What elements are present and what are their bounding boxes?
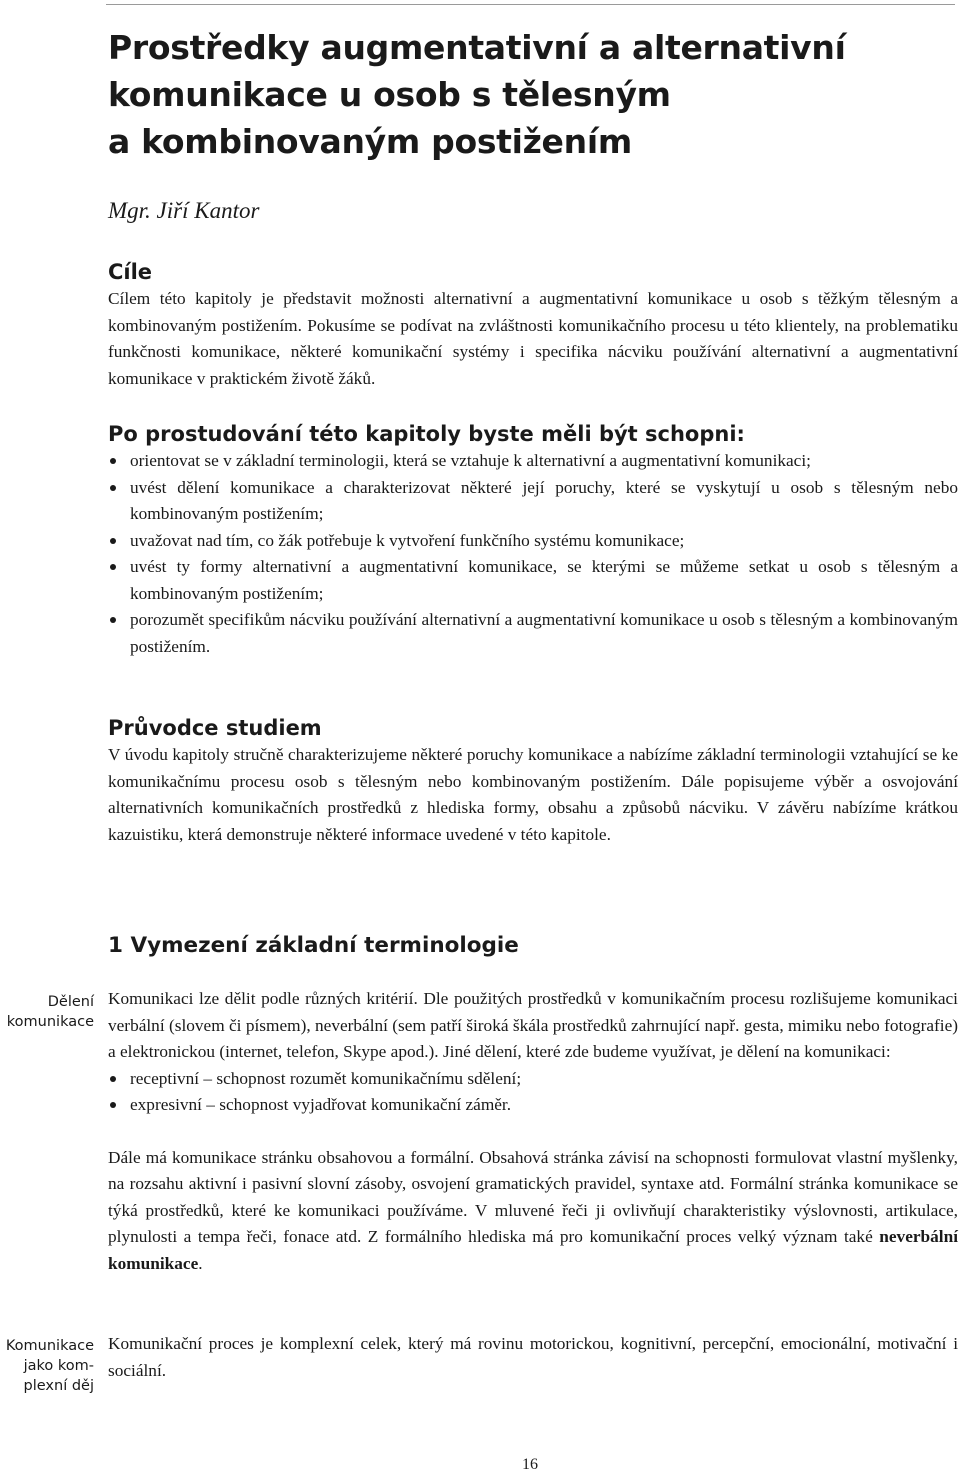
margin-note-complex: [0, 1336, 94, 1396]
margin-note-line: jako kom-: [23, 1358, 94, 1374]
study-guide-text: V úvodu kapitoly stručně charakterizujeme některé poruchy komunikace a nabízíme základní terminologii vztahující se ke komunikačnímu procesu osob s tělesným nebo kombinovaným postižením. Dále popisujeme výběr a osvojování alternativních komunikačních prostředků z hlediska formy, obsahu a způsobů nácviku. V závěru nabízíme krátkou kazuistiku, která demonstruje některé informace uvedené v této kapitole.: [108, 745, 958, 844]
list-item: uvést dělení komunikace a charakterizovat některé její poruchy, které se vyskytují u osob s tělesným nebo kombinovaným postižením;: [108, 475, 958, 528]
list-item: orientovat se v základní terminologii, která se vztahuje k alternativní a augmentativní komunikaci;: [108, 448, 958, 475]
outcomes-list: [108, 448, 958, 660]
outcomes-heading: Po prostudování této kapitoly byste měli být schopni:: [108, 422, 745, 446]
section1-body: [108, 986, 958, 1277]
list-item: porozumět specifikům nácviku používání alternativní a augmentativní komunikace u osob s tělesným a kombinovaným postižením.: [108, 607, 958, 660]
paragraph: Komunikaci lze dělit podle různých kritérií. Dle použitých prostředků v komunikačním procesu rozlišujeme komunikaci verbální (slovem či písmem), neverbální (sem patří široká škála prostředků zahrnující např. gesta, mimiku nebo fotografie) a elektronickou (internet, telefon, Skype apod.). Jiné dělení, které zde budeme využívat, je dělení na komunikaci:: [108, 989, 958, 1061]
section-heading: 1 Vymezení základní terminologie: [108, 933, 519, 958]
paragraph-text: .: [198, 1253, 203, 1273]
margin-note-division: [0, 992, 94, 1032]
header-rule: [106, 4, 955, 5]
chapter-title-line: a kombinovaným postižením: [108, 122, 632, 161]
margin-note-line: Komunikace: [5, 1338, 94, 1354]
chapter-title-line: Prostředky augmentativní a alternativní: [108, 28, 846, 67]
paragraph-text: Dále má komunikace stránku obsahovou a formální. Obsahová stránka závisí na schopnosti formulovat vlastní myšlenky, na rozsahu aktivní i pasivní slovní zásoby, osvojení gramatických pravidel, syntaxe atd. Formální stránka komunikace se týká prostředků, které ke komunikaci používáme. V mluvené řeči ji ovlivňují charakteristiky výslovnosti, artikulace, plynulosti a tempa řeči, fonace atd. Z formálního hlediska má pro komunikační proces velký význam také: [108, 1147, 958, 1246]
margin-note-line: Dělení: [47, 994, 94, 1010]
page-number: 16: [522, 1456, 538, 1473]
list-item: expresivní – schopnost vyjadřovat komunikační záměr.: [108, 1092, 958, 1119]
list-item: receptivní – schopnost rozumět komunikačnímu sdělení;: [108, 1066, 958, 1093]
paragraph: Komunikační proces je komplexní celek, který má rovinu motorickou, kognitivní, percepční, emocionální, motivační i sociální.: [108, 1334, 958, 1380]
study-guide-section: [108, 714, 958, 848]
study-guide-heading: Průvodce studiem: [108, 716, 322, 740]
margin-note-line: komunikace: [6, 1014, 94, 1030]
goals-section: [108, 258, 958, 392]
chapter-title-line: komunikace u osob s tělesným: [108, 75, 671, 114]
chapter-title: [108, 24, 958, 165]
list-item: uvést ty formy alternativní a augmentativní komunikace, se kterými se můžeme setkat u osob s tělesným a kombinovaným postižením;: [108, 554, 958, 607]
paragraph: [108, 1145, 958, 1278]
author-name: Mgr. Jiří Kantor: [108, 198, 260, 223]
list-item: uvažovat nad tím, co žák potřebuje k vytvoření funkčního systému komunikace;: [108, 528, 958, 555]
communication-types-list: [108, 1066, 958, 1119]
bold-term: neverbální komunikace: [108, 1227, 958, 1273]
goals-text: Cílem této kapitoly je představit možnosti alternativní a augmentativní komunikace u osob s těžkým tělesným a kombinovaným postižením. Pokusíme se podívat na zvláštnosti komunikačního procesu u této klientely, na problematiku funkčnosti komunikace, některé komunikační systémy i specifika nácviku používání alternativní a augmentativní komunikace v praktickém životě žáků.: [108, 289, 958, 388]
goals-heading: Cíle: [108, 260, 153, 284]
margin-note-line: plexní děj: [23, 1378, 94, 1394]
outcomes-section: [108, 420, 958, 660]
